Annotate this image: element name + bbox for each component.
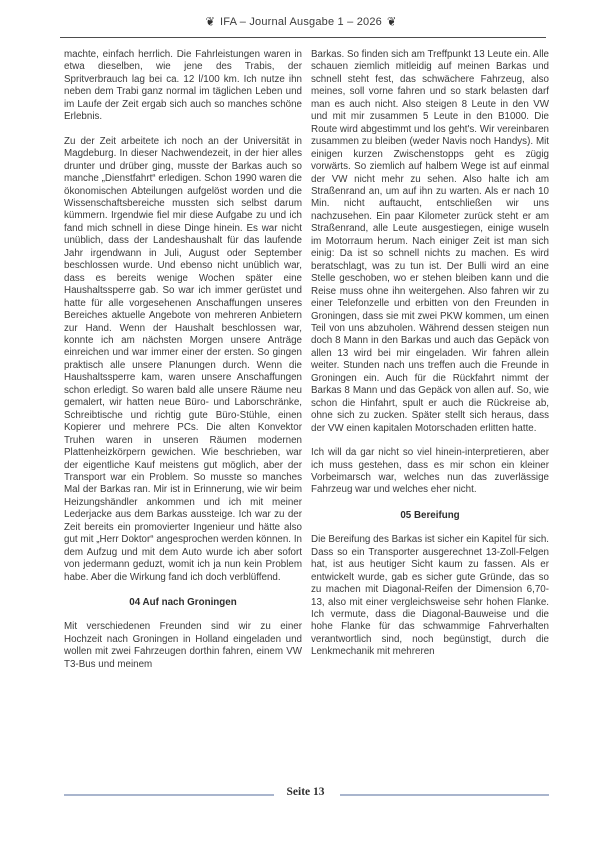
paragraph: Ich will da gar nicht so viel hinein-interpretieren, aber ich muss gestehen, dass es mir schon ein kleiner Vorbeimarsch war, welches nun das zuverlässige Fahrzeug war und welches eher nicht.: [311, 447, 549, 496]
right-column: [311, 49, 549, 671]
page-footer: [64, 786, 549, 798]
journal-title: IFA – Journal Ausgabe 1 – 2026: [220, 16, 382, 28]
section-heading: 05 Bereifung: [400, 509, 460, 521]
page-number-label: Seite 13: [286, 786, 325, 798]
footer-rule-left: [64, 794, 274, 796]
footer-rule-right: [340, 794, 550, 796]
paragraph: Barkas. So finden sich am Treffpunkt 13 Leute ein. Alle schauen ziemlich mitleidig auf meinen Barkas und schnell steht fest, das schwächere Fahrzeug, also meines, soll vorne fahren und so stark belasten darf man es auch nicht. Also steigen 8 Leute in den VW und mit mir zusammen 5 Leute in den B1000. Die Route wird abgestimmt und los geht's. Wir vereinbaren zusammen zu bleiben (weder Navis noch Handys). Mit einigen kurzen Zwischenstopps geht es zügig vorwärts. So ziemlich auf halbem Wege ist auf einmal der VW nicht mehr zu sehen. Also halte ich am Straßenrand an, um auf ihn zu warten. Als er nach 10 Min. nicht auftaucht, entschließen wir uns nachzusehen. Ein paar Kilometer zurück steht er am Straßenrand, alle Leute ausgestiegen, einige wuseln im Motorraum herum. Nach einiger Zeit ist man sich einig: Da ist so schnell nichts zu machen. Es wird beratschlagt, was zu tun ist. Der Bulli wird an eine Stelle geschoben, wo er stehen bleiben kann und die Reise muss ohne ihn weitergehen. Also fahren wir zu einer Telefonzelle und erbitten von den Freunden in Groningen, dass sie mit zwei PKW kommen, um einen Teil von uns abzuholen. Während dessen steigen nun doch 8 Mann in den Barkas und auch das Gepäck von allen 13 wird bei mir eingeladen. Wir fahren allein weiter. Stunden nach uns treffen auch die Freunde in Groningen ein. Auch für die Rückfahrt nimmt der Barkas 8 Mann und das Gepäck von allen auf. So, wie schon die Hinfahrt, spult er auch die Rückreise ab, ohne sich zu zucken. Später stellt sich heraus, dass der VW einen kapitalen Motorschaden erlitten hatte.: [311, 49, 549, 434]
ornament-left-icon: ❦: [205, 15, 216, 29]
section-heading: 04 Auf nach Groningen: [129, 597, 237, 609]
paragraph: machte, einfach herrlich. Die Fahrleistungen waren in etwa dieselben, wie jene des Trabis, der Spritverbrauch lag bei ca. 12 l/100 km. Ich nutze ihn neben dem Trabi ganz normal im täglichen Leben und im Laufe der Zeit ergab sich auch so manches schöne Erlebnis.: [64, 49, 302, 123]
paragraph: Die Bereifung des Barkas ist sicher ein Kapitel für sich. Dass so ein Transporter ausgerechnet 13-Zoll-Felgen hat, ist aus heutiger Sicht kaum zu fassen. Als er entwickelt wurde, gab es sicher gute Gründe, das so zu machen mit Diagonal-Reifen der Dimension 6,70-13, also mit einer vergleichsweise sehr hohen Flanke. Ich vermute, dass die Diagonal-Bauweise und die hohe Flanke für das schwammige Fahrverhalten verantwortlich sind, noch begünstigt, durch die Lenkmechanik mit mehreren: [311, 534, 549, 658]
paragraph: Zu der Zeit arbeitete ich noch an der Universität in Magdeburg. In dieser Nachwendezeit, in der hier alles drunter und drüber ging, musste der Barkas auch so manche „Dienstfahrt“ erledigen. Schon 1990 waren die ökonomischen Abteilungen aufgelöst worden und die Wissenschaftsbereiche mussten sich selbst darum kümmern. Irgendwie fiel mir diese Aufgabe zu und ich fand mich schnell in diese Dinge hinein. Es war nicht unüblich, dass der Landeshaushalt für das laufende Jahr irgendwann in Juli, August oder September beschlossen wurde. Und ebenso nicht unüblich war, dass es bereits wenige Wochen später eine Haushaltssperre gab. So war ich immer gerüstet und hatte für alle vorgesehenen Anschaffungen unseres Bereiches aktuelle Angebote von mehreren Anbietern zur Hand. Wenn der Haushalt beschlossen war, konnte ich am nächsten Morgen unsere Anträge einreichen und war immer einer der ersten. So gingen praktisch alle unsere Planungen durch. Wenn die Haushaltssperre kam, waren unsere Anschaffungen schon erledigt. So waren bald alle unsere Räume neu gemalert, wir hatten neue Büro- und Laborschränke, Schreibtische und richtig gute Büro-Stühle, einen Kopierer und mehrere PCs. Die alten Konvektor Truhen waren in unseren Räumen modernen Plattenheizkörpern gewichen. Wie beschrieben, war der eigentliche Kauf meistens gut möglich, aber der Transport war ein Problem. So musste so manches Mal der Barkas ran. Mir ist in Erinnerung, wie wir beim Heizungshändler ankommen und ich mit meiner Lederjacke aus dem Barkas aussteige. Ich war zu der Zeit bereits ein promovierter Ingenieur und hätte also gut mit „Herr Doktor“ angesprochen werden können. In dem Aufzug und mit dem Auto wurde ich aber sofort von jedermann geduzt, womit ich ja nun kein Problem habe. Aber die Wirkung fand ich doch verblüffend.: [64, 135, 302, 583]
left-column: [64, 49, 302, 671]
text-columns: [64, 49, 549, 671]
ornament-right-icon: ❦: [386, 15, 397, 29]
paragraph: Mit verschiedenen Freunden sind wir zu einer Hochzeit nach Groningen in Holland eingeladen und wollen mit zwei Fahrzeugen dorthin fahren, einem VW T3-Bus und meinem: [64, 621, 302, 670]
page-header: [0, 0, 602, 28]
header-rule: [60, 37, 546, 38]
